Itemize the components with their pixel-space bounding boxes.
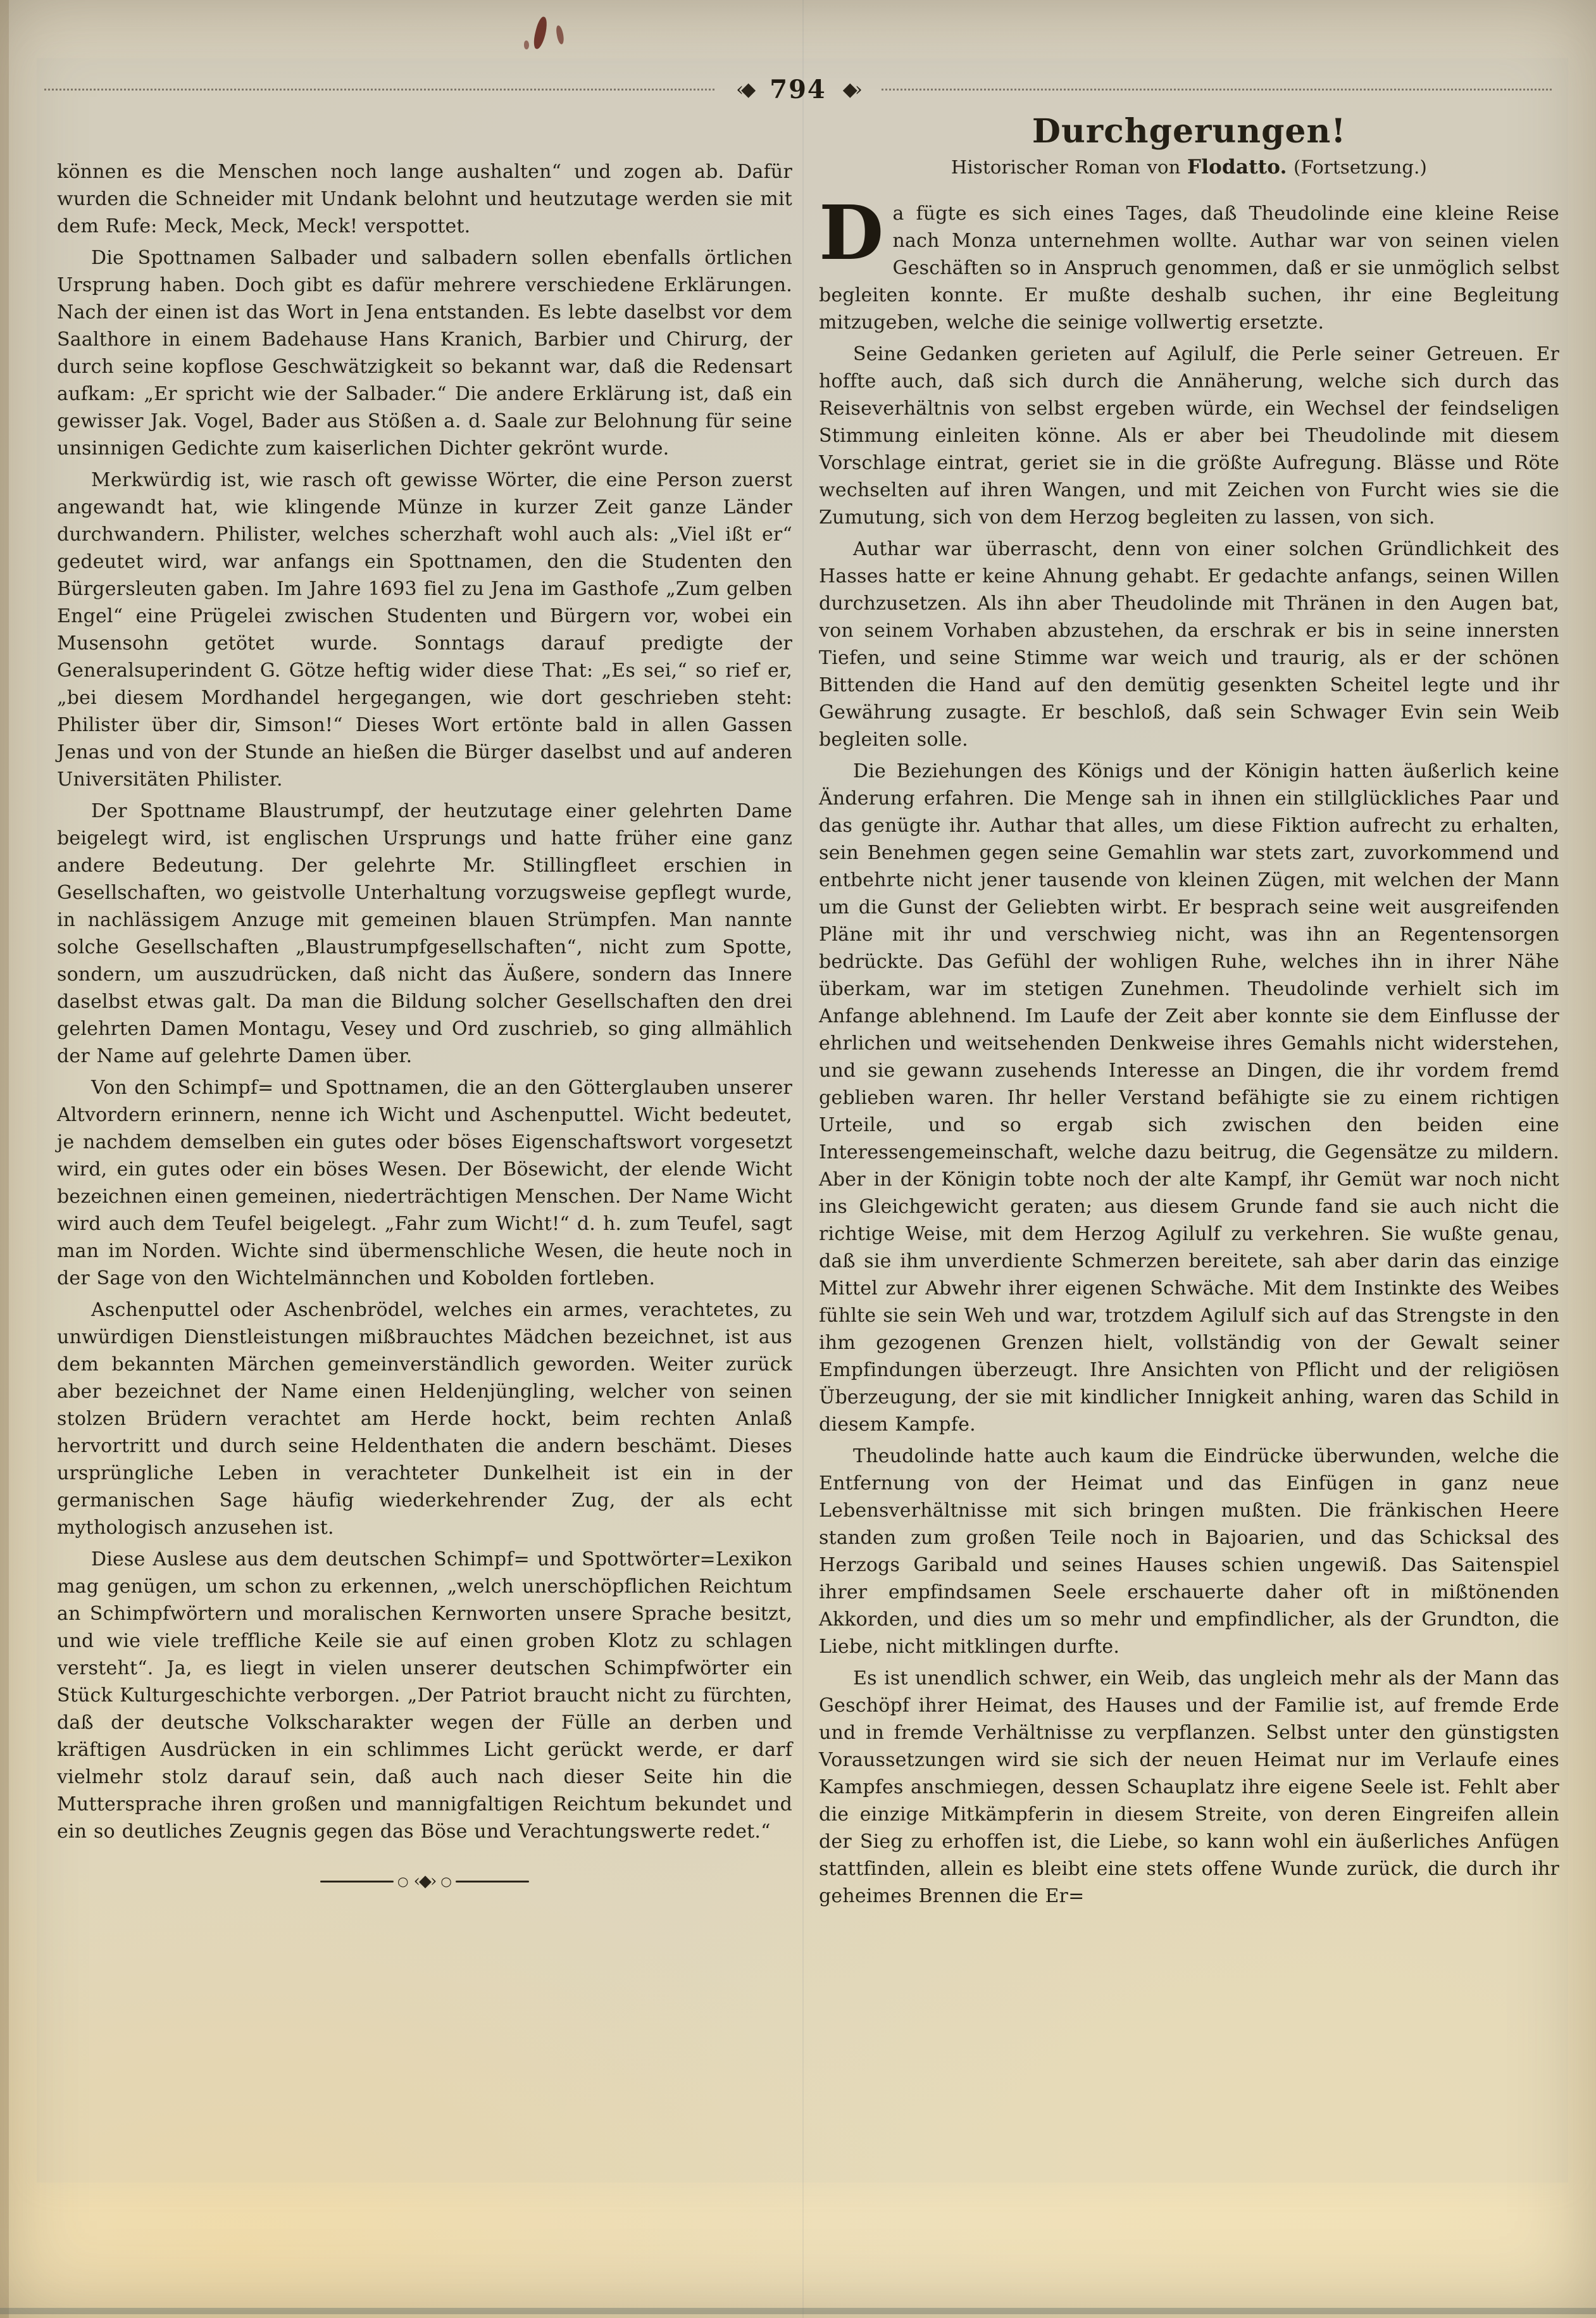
subtitle-prefix: Historischer Roman von xyxy=(951,156,1187,178)
ink-stain xyxy=(555,25,564,44)
subtitle-suffix: (Fortsetzung.) xyxy=(1287,156,1428,178)
header-ornament-right-icon: ◆› xyxy=(842,78,860,101)
drop-cap: D xyxy=(819,189,884,277)
left-column xyxy=(57,158,792,1889)
section-divider xyxy=(320,1873,529,1889)
article-subtitle xyxy=(819,154,1559,181)
ink-stain xyxy=(532,16,549,50)
scan-bottom-edge xyxy=(0,2308,1596,2314)
paragraph: Die Beziehungen des Königs und der Königin hatten äußerlich keine Änderung erfahren. Die Menge sah in ihnen ein stillglückliches Paar und das genügte ihr. Authar that alles, um diese Fiktion aufrecht zu erhalten, sein Benehmen gegen seine Gemahlin war stets zart, zuvorkommend und entbehrte nicht jener tausende von kleinen Zügen, mit welchen der Mann um die Gunst der Geliebten wirbt. Er besprach seine weit ausgreifenden Pläne mit ihr und verschwieg nicht, was ihn an Regentensorgen bedrückte. Das Gefühl der wohligen Ruhe, welches ihn in ihrer Nähe überkam, war im stetigen Zunehmen. Theudolinde verhielt sich im Anfange ablehnend. Im Laufe der Zeit aber konnte sie dem Einflusse der ehrlichen und weitsehenden Denkweise ihres Gemahls nicht widerstehen, und sie gewann zusehends Interesse an Dingen, die ihr vordem fremd geblieben waren. Ihr heller Verstand befähigte sie zu einem richtigen Urteile, und so ergab sich zwischen den beiden eine Interessengemeinschaft, welche dazu beitrug, die Gegensätze zu mildern. Aber in der Königin tobte noch der alte Kampf, ihr Gemüt war noch nicht ins Gleichgewicht geraten; aus diesem Grunde fand sie auch nicht die richtige Weise, mit dem Herzog Agilulf zu verkehren. Sie wußte genau, daß sie ihm unverdiente Schmerzen bereitete, sah aber darin das einzige Mittel zur Abwehr ihrer eigenen Schwäche. Mit dem Instinkte des Weibes fühlte sie sein Weh und war, trotzdem Agilulf sich auf das Strengste in den ihm gezogenen Grenzen hielt, vollständig von der Gewalt seiner Empfindungen überzeugt. Ihre Ansichten von Pflicht und der religiösen Überzeugung, der sie mit kindlicher Innigkeit anhing, waren das Schild in diesem Kampfe. xyxy=(819,760,1559,1436)
paragraph: können es die Menschen noch lange aushalten“ und zogen ab. Dafür wurden die Schneider mit Undank belohnt und heutzutage werden sie mit dem Rufe: Meck, Meck, Meck! verspottet. xyxy=(57,161,792,237)
header-rule-left xyxy=(44,89,714,91)
paragraph: Diese Auslese aus dem deutschen Schimpf= und Spottwörter=Lexikon mag genügen, um schon zu erkennen, „welch unerschöpflichen Reichtum an Schimpfwörtern und moralischen Kernworten unsere Sprache besitzt, und wie viele treffliche Keile sie auf einen groben Klotz zu schlagen versteht“. Ja, es liegt in vielen unserer deutschen Schimpfwörter ein Stück Kulturgeschichte verborgen. „Der Patriot braucht nicht zu fürchten, daß der deutsche Volkscharakter wegen der Fülle an derben und kräftigen Ausdrücken in ein schlimmes Licht gerückt werde, er darf vielmehr stolz darauf sein, daß auch nach dieser Seite hin die Muttersprache ihren großen und mannigfaltigen Reichtum bekundet und ein so deutliches Zeugnis gegen das Böse und Verachtungswerte redet.“ xyxy=(57,1548,792,1843)
header-rule-right xyxy=(882,89,1552,91)
paragraph xyxy=(819,189,1559,336)
ink-stain xyxy=(524,41,529,49)
divider-ornament-icon: ‹◆› xyxy=(413,1872,436,1891)
header-ornament-left-icon: ‹◆ xyxy=(736,78,754,101)
paragraph: Authar war überrascht, denn von einer solchen Gründlichkeit des Hasses hatte er keine Ahnung gehabt. Er gedachte anfangs, seinen Willen durchzusetzen. Als ihn aber Theudolinde mit Thränen in den Augen bat, von seinem Vorhaben abzustehen, da erschrak er bis in seine innersten Tiefen, und seine Stimme war weich und traurig, als er der schönen Bittenden die Hand auf den demütig gesenkten Scheitel legte und ihr Gewährung zusagte. Er beschloß, daß sein Schwager Evin sein Weib begleiten solle. xyxy=(819,538,1559,751)
fold-line xyxy=(802,0,804,2318)
divider-dot-left-icon: ○ xyxy=(397,1874,409,1889)
paragraph-text: a fügte es sich eines Tages, daß Theudolinde eine kleine Reise nach Monza unternehmen wollte. Authar war von seinen vielen Geschäften so in Anspruch genommen, daß er sie unmöglich selbst begleiten konnte. Er mußte deshalb suchen, ihr eine Begleitung mitzugeben, welche die seinige vollwertig ersetzte. xyxy=(819,203,1559,334)
paragraph: Der Spottname Blaustrumpf, der heutzutage einer gelehrten Dame beigelegt wird, ist englischen Ursprungs und hatte früher eine ganz andere Bedeutung. Der gelehrte Mr. Stillingfleet erschien in Gesellschaften, wo geistvolle Unterhaltung vorzugsweise gepflegt wurde, in nachlässigem Anzuge mit gemeinen blauen Strümpfen. Man nannte solche Gesellschaften „Blaustrumpfgesellschaften“, nicht zum Spotte, sondern, um auszudrücken, daß nicht das Äußere, sondern das Innere daselbst etwas galt. Da man die Bildung solcher Gesellschaften den drei gelehrten Damen Montagu, Vesey und Ord zuschrieb, so ging allmählich der Name auf gelehrte Damen über. xyxy=(57,800,792,1067)
paragraph: Seine Gedanken gerieten auf Agilulf, die Perle seiner Getreuen. Er hoffte auch, daß sich durch die Annäherung, welche sich durch das Reiseverhältnis von selbst ergeben würde, ein Wechsel der feindseligen Stimmung einleiten könne. Als er aber bei Theudolinde mit diesem Vorschlage eintrat, geriet sie in die größte Aufregung. Blässe und Röte wechselten auf ihren Wangen, und mit Zeichen von Furcht wies sie die Zumutung, sich von dem Herzog begleiten zu lassen, von sich. xyxy=(819,343,1559,529)
paragraph: Es ist unendlich schwer, ein Weib, das ungleich mehr als der Mann das Geschöpf ihrer Heimat, des Hauses und der Familie ist, auf fremde Erde und in fremde Verhältnisse zu verpflanzen. Selbst unter den günstigsten Voraussetzungen wird sie sich der neuen Heimat nur im Verlaufe eines Kampfes anschmiegen, dessen Schauplatz ihre eigene Seele ist. Fehlt aber die einzige Mitkämpferin in diesem Streite, von deren Eingreifen allein der Sieg zu erhoffen ist, die Liebe, so kann wohl ein äußerliches Anfügen stattfinden, allein es bleibt eine stets offene Wunde zurück, die durch ihr geheimes Brennen die Er= xyxy=(819,1667,1559,1907)
paragraph: Aschenputtel oder Aschenbrödel, welches ein armes, verachtetes, zu unwürdigen Dienstleistungen mißbrauchtes Mädchen bezeichnet, ist aus dem bekannten Märchen gemeinverständlich geworden. Weiter zurück aber bezeichnet der Name einen Heldenjüngling, welcher von seinen stolzen Brüdern verachtet am Herde hockt, beim rechten Anlaß hervortritt und durch seine Heldenthaten die andern beschämt. Dieses ursprüngliche Leben in verachteter Dunkelheit ist ein in der germanischen Sage häufig wiederkehrender Zug, der als echt mythologisch anzusehen ist. xyxy=(57,1299,792,1539)
scan-left-edge xyxy=(0,0,9,2318)
divider-dot-right-icon: ○ xyxy=(440,1874,452,1889)
article-title: Durchgerungen! xyxy=(1032,112,1347,151)
divider-line-right xyxy=(456,1881,529,1883)
page-header xyxy=(44,75,1552,104)
divider-line-left xyxy=(320,1881,394,1883)
paragraph: Theudolinde hatte auch kaum die Eindrücke überwunden, welche die Entfernung von der Heimat und das Einfügen in ganz neue Lebensverhältnisse mit sich bringen mußten. Die fränkischen Heere standen zum großen Teile noch in Bajoarien, und das Schicksal des Herzogs Garibald und seines Hauses schien ungewiß. Das Saitenspiel ihrer empfindsamen Seele erschauerte daher oft in mißtönenden Akkorden, und dies um so mehr und empfindlicher, als der Grundton, die Liebe, nicht mitklingen durfte. xyxy=(819,1445,1559,1658)
paragraph: Die Spottnamen Salbader und salbadern sollen ebenfalls örtlichen Ursprung haben. Doch gibt es dafür mehrere verschiedene Erklärungen. Nach der einen ist das Wort in Jena entstanden. Es lebte daselbst vor dem Saalthore in einem Badehause Hans Kranich, Barbier und Chirurg, der durch seine kopflose Geschwätzigkeit so bekannt war, daß die Redensart aufkam: „Er spricht wie der Salbader.“ Die andere Erklärung ist, daß ein gewisser Jak. Vogel, Bader aus Stößen a. d. Saale zur Belohnung für seine unsinnigen Gedichte zum kaiserlichen Dichter gekrönt wurde. xyxy=(57,247,792,460)
page-number: 794 xyxy=(770,75,826,104)
author-name: Flodatto. xyxy=(1187,156,1287,179)
paragraph: Merkwürdig ist, wie rasch oft gewisse Wörter, die eine Person zuerst angewandt hat, wie klingende Münze in kurzer Zeit ganze Länder durchwandern. Philister, welches scherzhaft wohl auch als: „Viel ißt er“ gedeutet wird, war anfangs ein Spottnamen, den die Studenten den Bürgersleuten gaben. Im Jahre 1693 fiel zu Jena im Gasthofe „Zum gelben Engel“ eine Prügelei zwischen Studenten und Bürgern vor, wobei ein Musensohn getötet wurde. Sonntags darauf predigte der Generalsuperindent G. Götze heftig wider diese That: „Es sei,“ so rief er, „bei diesem Mordhandel hergegangen, wie dort geschrieben steht: Philister über dir, Simson!“ Dieses Wort ertönte bald in allen Gassen Jenas und von der Stunde an hießen die Bürger daselbst und auf anderen Universitäten Philister. xyxy=(57,469,792,791)
paragraph: Von den Schimpf= und Spottnamen, die an den Götterglauben unserer Altvordern erinnern, nenne ich Wicht und Aschenputtel. Wicht bedeutet, je nachdem demselben ein gutes oder böses Eigenschaftswort vorgesetzt wird, ein gutes oder ein böses Wesen. Der Bösewicht, der elende Wicht bezeichnen einen gemeinen, niederträchtigen Menschen. Der Name Wicht wird auch dem Teufel beigelegt. „Fahr zum Wicht!“ d. h. zum Teufel, sagt man im Norden. Wichte sind übermenschliche Wesen, die heute noch in der Sage von den Wichtelmännchen und Kobolden fortleben. xyxy=(57,1077,792,1289)
right-column xyxy=(819,112,1559,1910)
